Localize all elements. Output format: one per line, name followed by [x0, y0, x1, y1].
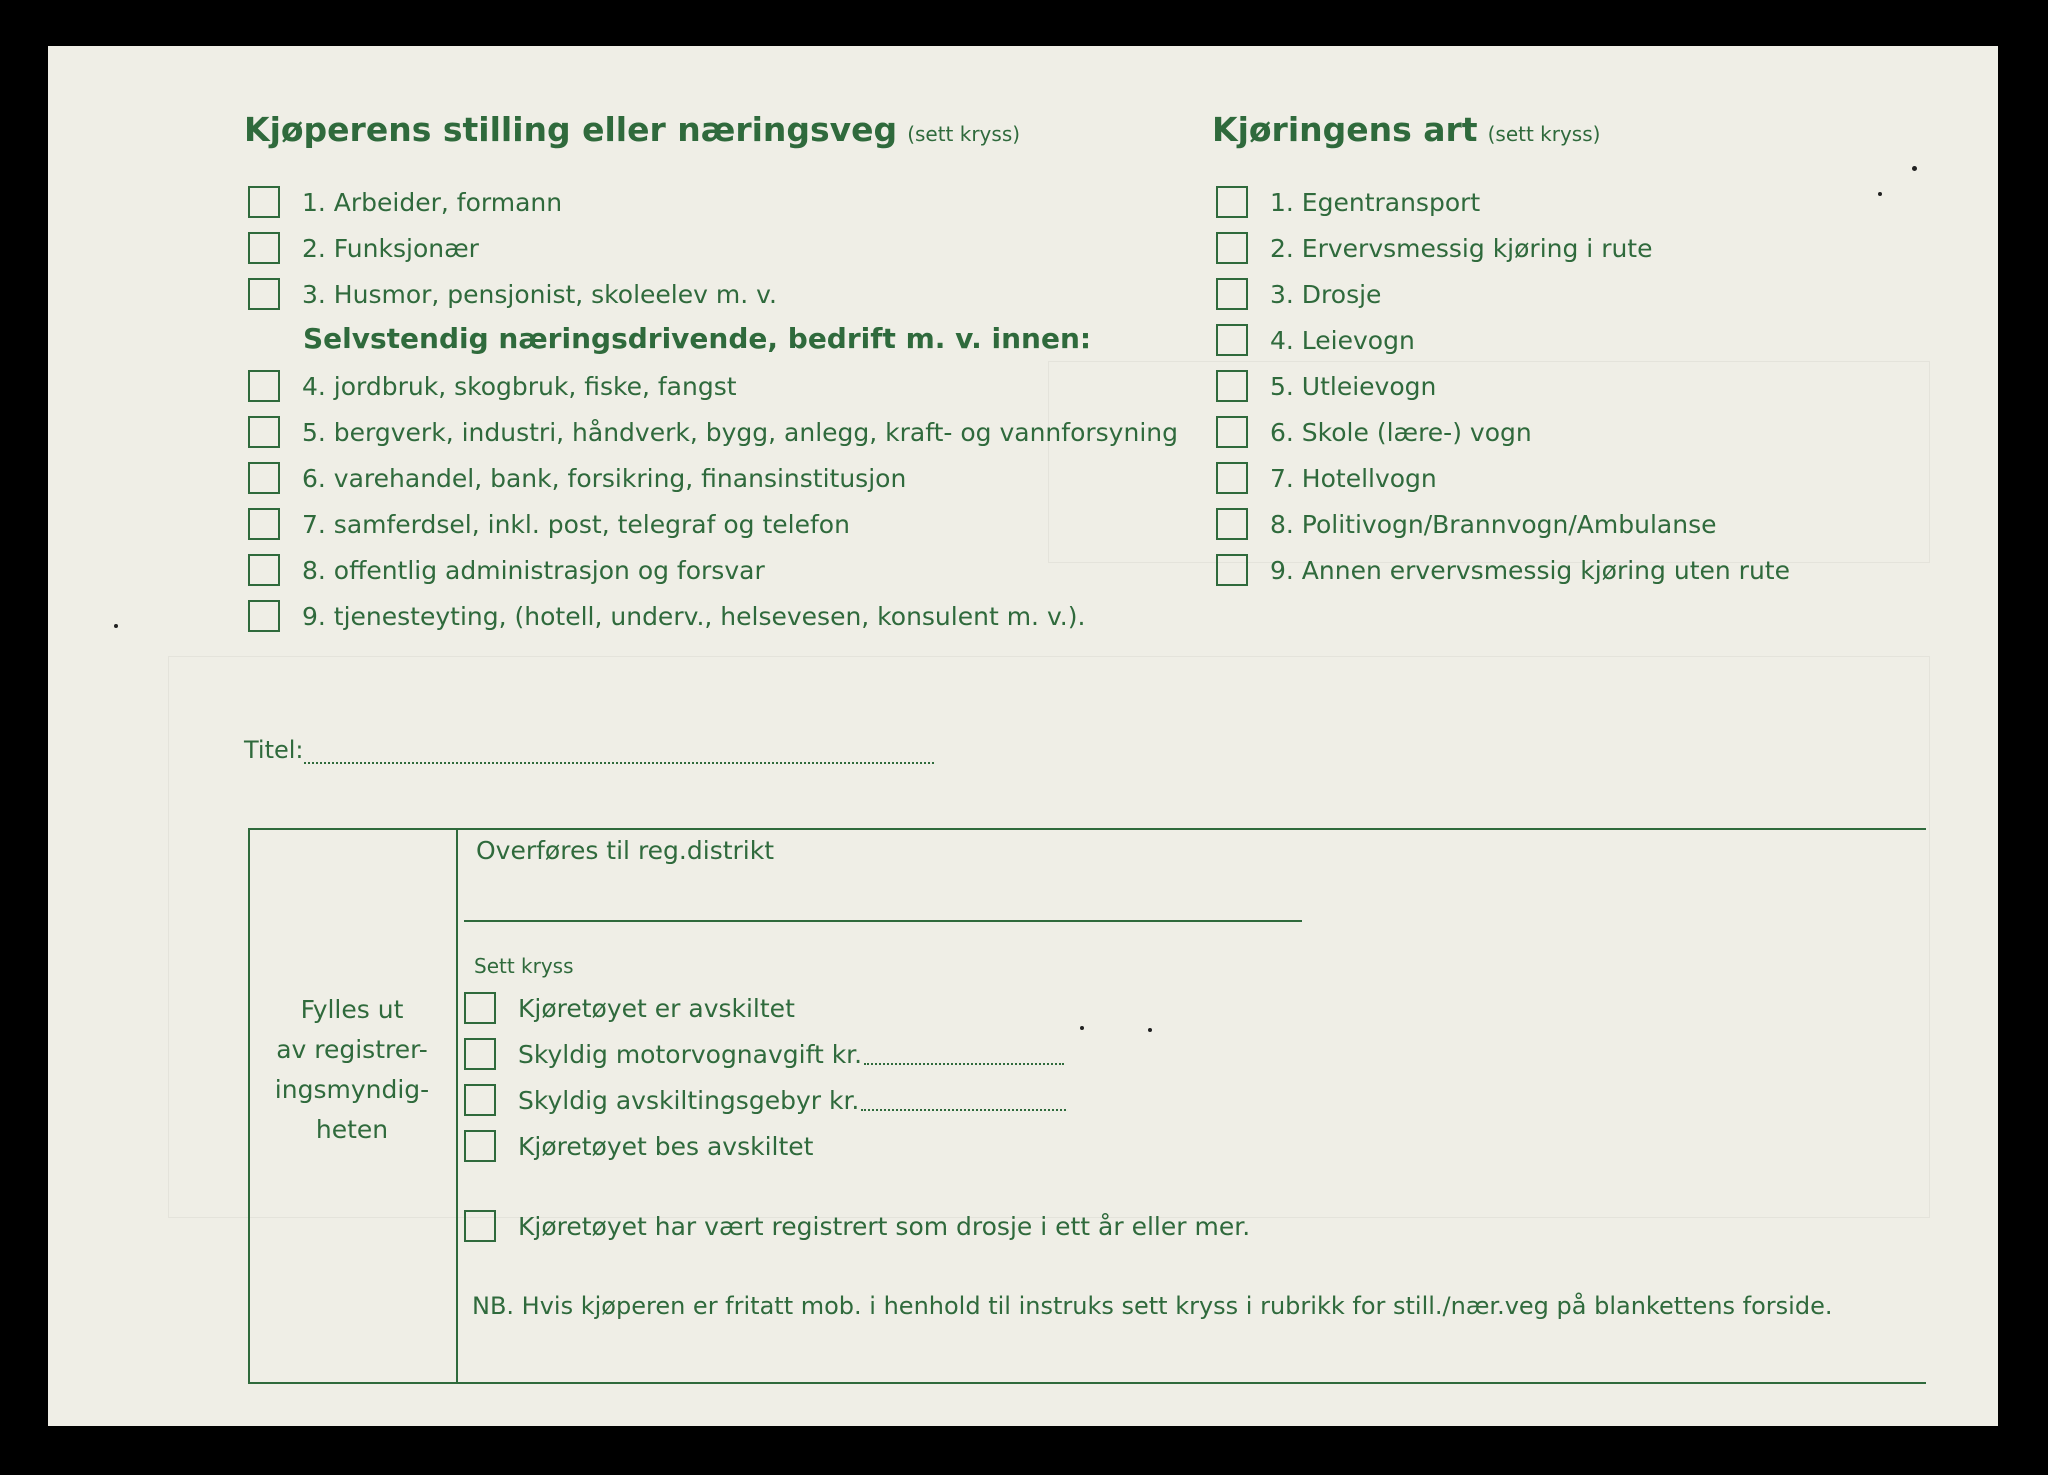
industry-label: 7. samferdsel, inkl. post, telegraf og telefon: [302, 509, 850, 539]
driving-type-label: 5. Utleievogn: [1270, 371, 1437, 401]
occupation-label: 3. Husmor, pensjonist, skoleelev m. v.: [302, 279, 777, 309]
side-label-line: Fylles ut: [300, 995, 404, 1024]
driving-type-option[interactable]: [1216, 416, 1532, 448]
checkbox[interactable]: [464, 1084, 496, 1116]
checkbox[interactable]: [1216, 324, 1248, 356]
registry-check-label: Skyldig avskiltingsgebyr kr.: [518, 1085, 860, 1115]
checkbox[interactable]: [1216, 416, 1248, 448]
checkbox[interactable]: [248, 554, 280, 586]
industry-label: 9. tjenesteyting, (hotell, underv., helsevesen, konsulent m. v.).: [302, 601, 1086, 631]
buyer-occupation-heading: [244, 110, 1020, 149]
checkbox[interactable]: [464, 1130, 496, 1162]
driving-type-title: Kjøringens art: [1212, 110, 1478, 149]
checkbox[interactable]: [1216, 370, 1248, 402]
dust-speck: [1080, 1026, 1084, 1030]
industry-option[interactable]: [248, 508, 850, 540]
drosje-check-label: Kjøretøyet har vært registrert som drosje i ett år eller mer.: [518, 1211, 1251, 1241]
titel-label: Titel:: [244, 736, 304, 764]
checkbox[interactable]: [248, 508, 280, 540]
checkbox[interactable]: [464, 992, 496, 1024]
checkbox[interactable]: [248, 416, 280, 448]
occupation-option[interactable]: [248, 186, 562, 218]
registry-check-option[interactable]: [464, 992, 795, 1024]
checkbox[interactable]: [1216, 186, 1248, 218]
registry-check-option[interactable]: [464, 1038, 1064, 1070]
reverse-show-through: [748, 176, 762, 227]
titel-input-line[interactable]: [304, 742, 934, 764]
driving-type-label: 6. Skole (lære-) vogn: [1270, 417, 1532, 447]
driving-type-option[interactable]: [1216, 324, 1415, 356]
registry-check-option[interactable]: [464, 1130, 813, 1162]
industry-label: 4. jordbruk, skogbruk, fiske, fangst: [302, 371, 737, 401]
checkbox[interactable]: [248, 278, 280, 310]
dust-speck: [114, 624, 118, 628]
checkbox[interactable]: [464, 1038, 496, 1070]
checkbox[interactable]: [248, 232, 280, 264]
amount-input-line[interactable]: [861, 1089, 1066, 1111]
driving-type-label: 2. Ervervsmessig kjøring i rute: [1270, 233, 1653, 263]
checkbox[interactable]: [248, 600, 280, 632]
sett-kryss-label: Sett kryss: [474, 954, 574, 978]
driving-type-option[interactable]: [1216, 508, 1717, 540]
driving-type-option[interactable]: [1216, 370, 1436, 402]
transfer-district-line[interactable]: [464, 920, 1302, 922]
driving-type-option[interactable]: [1216, 554, 1790, 586]
buyer-occupation-title: Kjøperens stilling eller næringsveg: [244, 110, 898, 149]
checkbox[interactable]: [464, 1210, 496, 1242]
industry-label: 5. bergverk, industri, håndverk, bygg, anlegg, kraft- og vannforsyning: [302, 417, 1178, 447]
industry-option[interactable]: [248, 416, 1178, 448]
industry-option[interactable]: [248, 462, 906, 494]
driving-type-option[interactable]: [1216, 278, 1381, 310]
industry-option[interactable]: [248, 600, 1085, 632]
checkbox[interactable]: [248, 186, 280, 218]
nb-note: NB. Hvis kjøperen er fritatt mob. i henhold til instruks sett kryss i rubrikk for still./nær.veg på blankettens forside.: [472, 1292, 1833, 1320]
registry-check-label: Kjøretøyet er avskiltet: [518, 993, 795, 1023]
registry-authority-label: [262, 990, 442, 1150]
checkbox[interactable]: [1216, 462, 1248, 494]
driving-type-label: 3. Drosje: [1270, 279, 1382, 309]
box-top-rule: [248, 828, 1926, 830]
side-label-line: av registrer-: [276, 1035, 428, 1064]
driving-type-option[interactable]: [1216, 232, 1653, 264]
driving-type-label: 7. Hotellvogn: [1270, 463, 1437, 493]
dust-speck: [1878, 192, 1882, 196]
industry-label: 8. offentlig administrasjon og forsvar: [302, 555, 765, 585]
checkbox[interactable]: [1216, 508, 1248, 540]
industry-option[interactable]: [248, 554, 765, 586]
occupation-label: 1. Arbeider, formann: [302, 187, 563, 217]
occupation-option[interactable]: [248, 232, 479, 264]
checkbox[interactable]: [248, 370, 280, 402]
amount-input-line[interactable]: [864, 1043, 1064, 1065]
box-left-rule: [248, 828, 250, 1384]
drosje-check-option[interactable]: [464, 1210, 1250, 1242]
driving-type-label: 4. Leievogn: [1270, 325, 1415, 355]
driving-type-heading: [1212, 110, 1600, 149]
checkbox[interactable]: [1216, 554, 1248, 586]
side-label-line: heten: [315, 1115, 389, 1144]
buyer-occupation-note: (sett kryss): [907, 122, 1021, 146]
registry-check-label: Skyldig motorvognavgift kr.: [518, 1039, 863, 1069]
box-divider-rule: [456, 828, 458, 1384]
checkbox[interactable]: [1216, 278, 1248, 310]
registry-check-label: Kjøretøyet bes avskiltet: [518, 1131, 814, 1161]
occupation-label: 2. Funksjonær: [302, 233, 479, 263]
form-sheet: [48, 46, 1998, 1426]
driving-type-option[interactable]: [1216, 186, 1480, 218]
transfer-label: Overføres til reg.distrikt: [476, 836, 775, 865]
driving-type-label: 8. Politivogn/Brannvogn/Ambulanse: [1270, 509, 1717, 539]
checkbox[interactable]: [1216, 232, 1248, 264]
side-label-line: ingsmyndig-: [274, 1075, 430, 1104]
dust-speck: [1148, 1028, 1152, 1032]
driving-type-option[interactable]: [1216, 462, 1437, 494]
checkbox[interactable]: [248, 462, 280, 494]
box-bottom-rule: [248, 1382, 1926, 1384]
industry-option[interactable]: [248, 370, 737, 402]
titel-field[interactable]: [244, 736, 934, 764]
driving-type-label: 1. Egentransport: [1270, 187, 1481, 217]
registry-check-option[interactable]: [464, 1084, 1066, 1116]
dust-speck: [1912, 166, 1917, 171]
driving-type-label: 9. Annen ervervsmessig kjøring uten rute: [1270, 555, 1790, 585]
occupation-option[interactable]: [248, 278, 777, 310]
driving-type-note: (sett kryss): [1487, 122, 1601, 146]
self-employed-subheading: Selvstendig næringsdrivende, bedrift m. v. innen:: [303, 322, 1092, 355]
industry-label: 6. varehandel, bank, forsikring, finansinstitusjon: [302, 463, 907, 493]
